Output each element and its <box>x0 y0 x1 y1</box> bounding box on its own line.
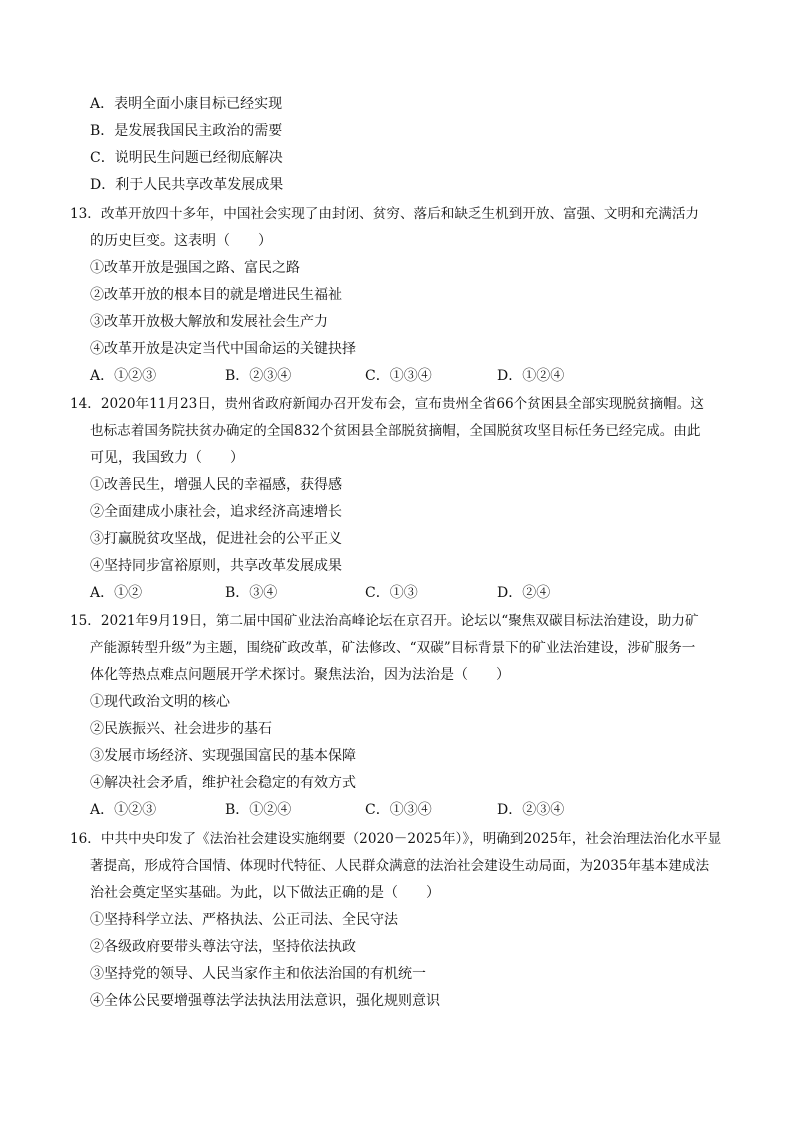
q13-item-3: ③改革开放极大解放和发展社会生产力 <box>90 314 328 330</box>
q12-option-c: C．说明民生问题已经彻底解决 <box>90 150 283 166</box>
q15-item-1: ①现代政治文明的核心 <box>90 694 230 710</box>
q14-item-4: ④坚持同步富裕原则，共享改革发展成果 <box>90 558 342 574</box>
q15-stem-line-2: 产能源转型升级”为主题，围绕矿政改革，矿法修改、“双碳”目标背景下的矿业法治建设，涉矿服务一 <box>90 640 696 656</box>
q13-stem-line-1: 13．改革开放四十多年，中国社会实现了由封闭、贫穷、落后和缺乏生机到开放、富强、文明和充满活力 <box>70 206 700 222</box>
q15-choice-b: B．①②④ <box>225 802 292 818</box>
q13-stem-line-2: 的历史巨变。这表明（ ） <box>90 233 272 249</box>
q13-item-2: ②改革开放的根本目的就是增进民生福祉 <box>90 287 342 303</box>
q14-item-3: ③打赢脱贫攻坚战，促进社会的公平正义 <box>90 531 342 547</box>
q15-item-3: ③发展市场经济、实现强国富民的基本保障 <box>90 748 356 764</box>
q16-item-3: ③坚持党的领导、人民当家作主和依法治国的有机统一 <box>90 966 426 982</box>
q14-choice-c: C．①③ <box>365 585 418 601</box>
q14-choices <box>90 583 710 603</box>
q16-stem-line-3: 治社会奠定坚实基础。为此，以下做法正确的是（ ） <box>90 885 440 901</box>
q13-item-4: ④改革开放是决定当代中国命运的关键抉择 <box>90 341 356 357</box>
q15-choice-d: D．②③④ <box>497 802 565 818</box>
q12-option-d: D．利于人民共享改革发展成果 <box>90 177 284 193</box>
q13-choice-a: A．①②③ <box>90 368 157 384</box>
q14-stem-line-2: 也标志着国务院扶贫办确定的全国832个贫困县全部脱贫摘帽，全国脱贫攻坚目标任务已经完成。由此 <box>90 423 701 439</box>
q14-choice-b: B．③④ <box>225 585 278 601</box>
q14-choice-a: A．①② <box>90 585 143 601</box>
q14-item-1: ①改善民生，增强人民的幸福感，获得感 <box>90 477 342 493</box>
q16-stem-line-2: 著提高，形成符合国情、体现时代特征、人民群众满意的法治社会建设生动局面，为2035年基本建成法 <box>90 858 710 874</box>
q15-item-4: ④解决社会矛盾，维护社会稳定的有效方式 <box>90 775 356 791</box>
q12-option-b: B．是发展我国民主政治的需要 <box>90 123 283 139</box>
q14-choice-d: D．②④ <box>497 585 551 601</box>
q14-stem-line-3: 可见，我国致力（ ） <box>90 450 244 466</box>
q15-choice-c: C．①③④ <box>365 802 432 818</box>
q15-stem-line-1: 15．2021年9月19日，第二届中国矿业法治高峰论坛在京召开。论坛以“聚焦双碳目标法治建设，助力矿 <box>70 613 699 629</box>
q16-item-1: ①坚持科学立法、严格执法、公正司法、全民守法 <box>90 912 398 928</box>
q13-choice-d: D．①②④ <box>497 368 565 384</box>
q13-choice-b: B．②③④ <box>225 368 292 384</box>
q15-choice-a: A．①②③ <box>90 802 157 818</box>
q15-choices <box>90 800 710 820</box>
q13-choice-c: C．①③④ <box>365 368 432 384</box>
q14-stem-line-1: 14．2020年11月23日，贵州省政府新闻办召开发布会，宣布贵州全省66个贫困县全部实现脱贫摘帽。这 <box>70 396 704 412</box>
q14-item-2: ②全面建成小康社会，追求经济高速增长 <box>90 504 342 520</box>
q15-stem-line-3: 体化等热点难点问题展开学术探讨。聚焦法治，因为法治是（ ） <box>90 667 510 683</box>
q16-item-2: ②各级政府要带头尊法守法，坚持依法执政 <box>90 939 356 955</box>
q16-stem-line-1: 16．中共中央印发了《法治社会建设实施纲要（2020－2025年）》，明确到2025年，社会治理法治化水平显 <box>70 831 722 847</box>
q16-item-4: ④全体公民要增强尊法学法执法用法意识，强化规则意识 <box>90 993 440 1009</box>
q15-item-2: ②民族振兴、社会进步的基石 <box>90 721 272 737</box>
q13-choices <box>90 366 710 386</box>
q13-item-1: ①改革开放是强国之路、富民之路 <box>90 260 300 276</box>
q12-option-a: A．表明全面小康目标已经实现 <box>90 96 283 112</box>
